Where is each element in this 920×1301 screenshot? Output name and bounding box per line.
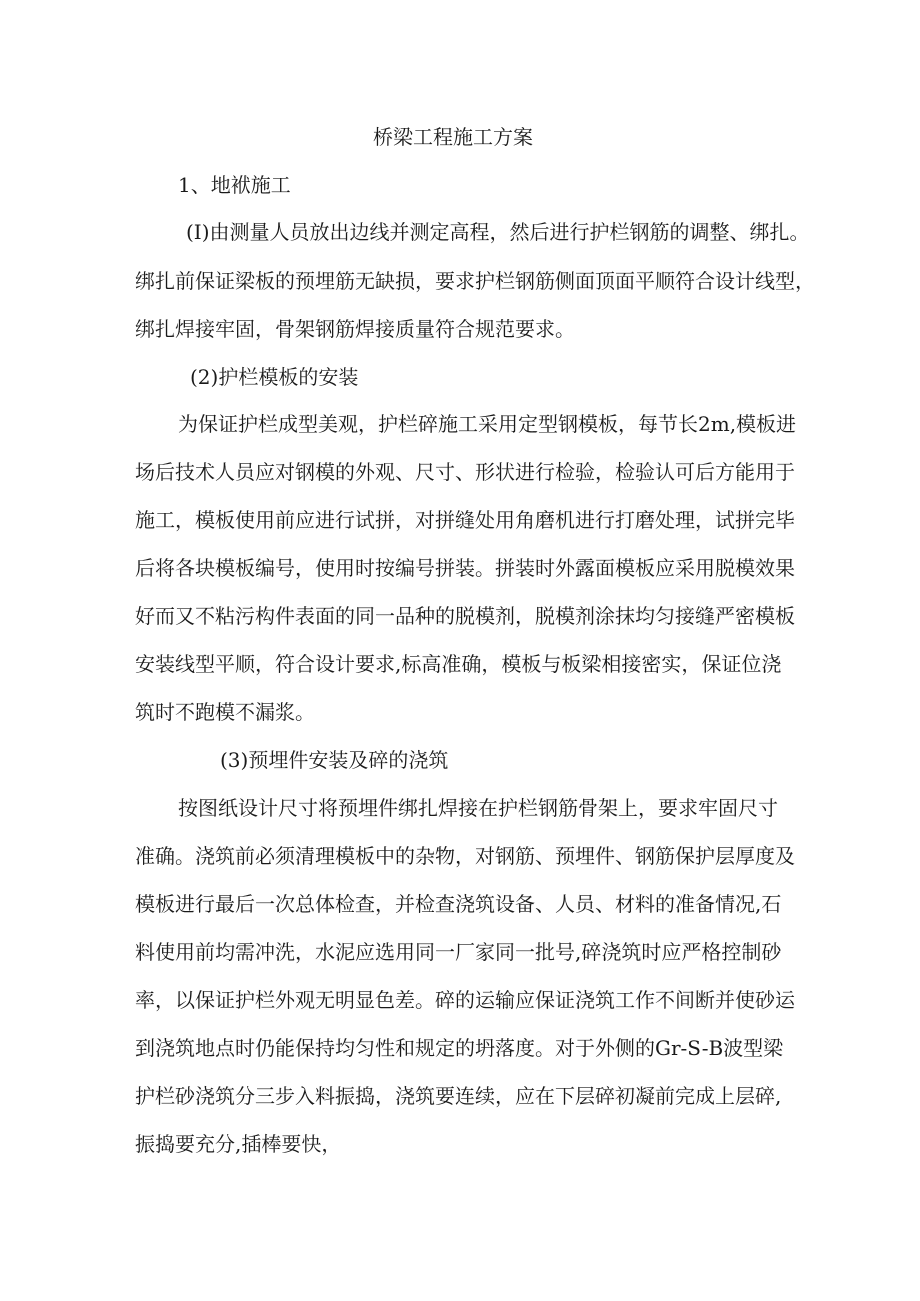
paragraph-line: 护栏砂浇筑分三步入料振捣，浇筑要连续，应在下层碎初凝前完成上层碎, [135, 1084, 782, 1108]
paragraph-line: 到浇筑地点时仍能保持均匀性和规定的坍落度。对于外侧的Gr-S-B波型梁 [135, 1036, 784, 1060]
paragraph-line: 绑扎焊接牢固，骨架钢筋焊接质量符合规范要求。 [135, 317, 575, 341]
paragraph-line: 场后技术人员应对钢模的外观、尺寸、形状进行检验，检验认可后方能用于 [135, 460, 795, 484]
paragraph-line: 为保证护栏成型美观，护栏碎施工采用定型钢模板，每节长2m,模板进 [178, 412, 797, 436]
paragraph-line: 后将各块模板编号，使用时按编号拼装。拼装时外露面模板应采用脱模效果 [135, 556, 795, 580]
paragraph-line: 按图纸设计尺寸将预埋件绑扎焊接在护栏钢筋骨架上，要求牢固尺寸 [178, 796, 778, 820]
paragraph-line: 模板进行最后一次总体检查，并检查浇筑设备、人员、材料的准备情况,石 [135, 892, 782, 916]
paragraph-line: 料使用前均需冲洗，水泥应选用同一厂家同一批号,碎浇筑时应严格控制砂 [135, 940, 782, 964]
paragraph-line: 振捣要充分,插棒要快， [135, 1132, 342, 1156]
paragraph-line: 率，以保证护栏外观无明显色差。碎的运输应保证浇筑工作不间断并使砂运 [135, 988, 795, 1012]
section-heading: 1、地袱施工 [178, 173, 291, 197]
paragraph-line: (I)由测量人员放出边线并测定高程，然后进行护栏钢筋的调整、绑扎。 [186, 220, 810, 244]
paragraph-line: 安装线型平顺，符合设计要求,标高准确，模板与板梁相接密实，保证位浇 [135, 652, 782, 676]
page-title: 桥梁工程施工方案 [373, 125, 533, 149]
paragraph-line: 施工，模板使用前应进行试拼，对拼缝处用角磨机进行打磨处理，试拼完毕 [135, 508, 795, 532]
paragraph-line: 准确。浇筑前必须清理模板中的杂物，对钢筋、预埋件、钢筋保护层厚度及 [135, 844, 795, 868]
paragraph-line: 筑时不跑模不漏浆。 [135, 700, 315, 724]
paragraph-line: 绑扎前保证梁板的预埋筋无缺损，要求护栏钢筋侧面顶面平顺符合设计线型， [135, 269, 815, 293]
subheading: (3)预埋件安装及碎的浇筑 [220, 748, 449, 772]
subheading: (2)护栏模板的安装 [190, 365, 359, 389]
paragraph-line: 好而又不粘污构件表面的同一品种的脱模剂，脱模剂涂抹均匀接缝严密模板 [135, 604, 795, 628]
